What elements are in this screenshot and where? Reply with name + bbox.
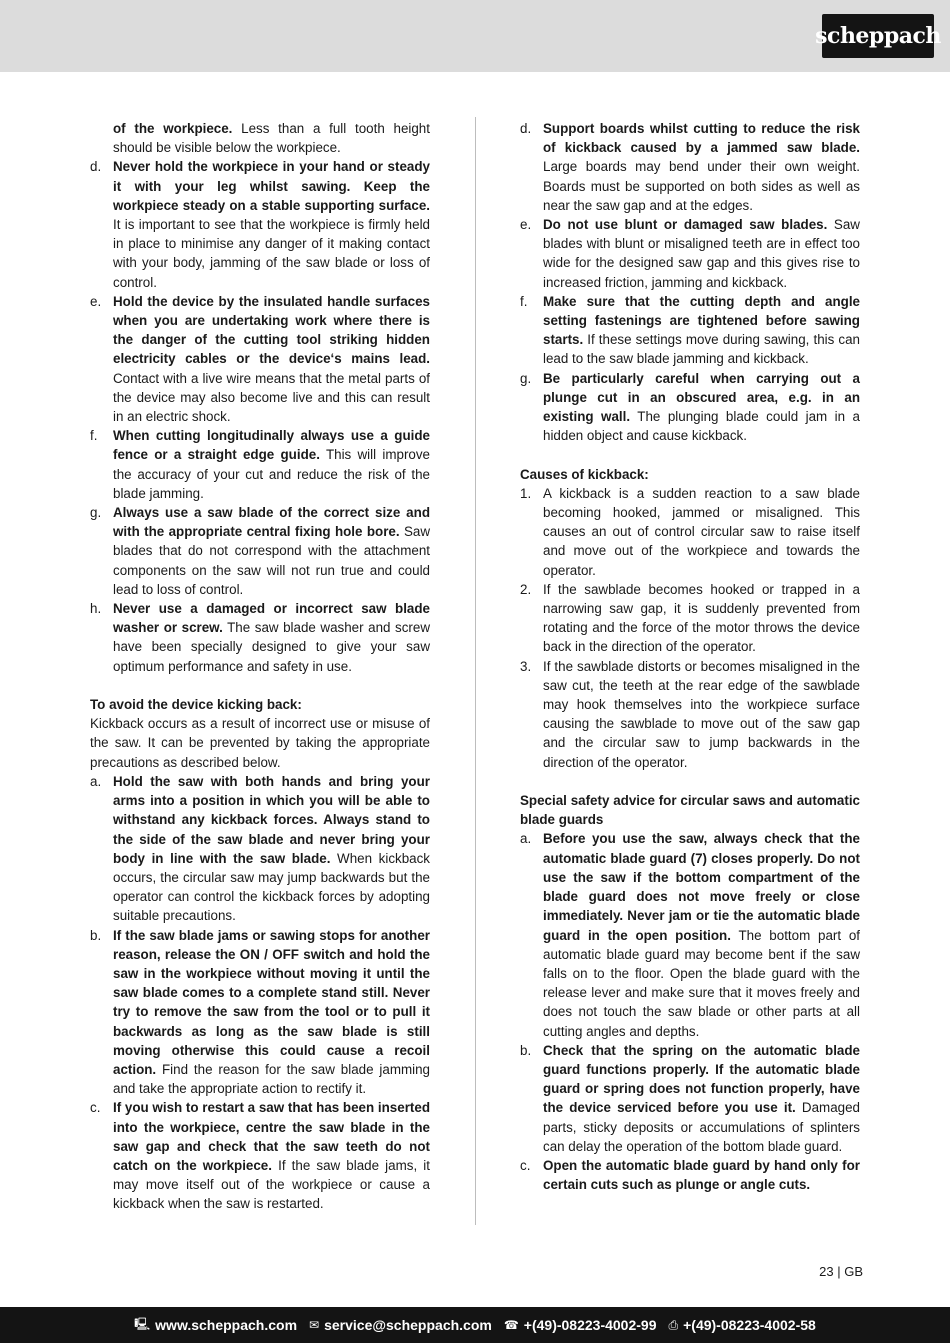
item-text: Less than a full tooth height should be visible below the workpiece. [113,121,430,156]
item-text: The saw blade washer and screw have been specially designed to give your saw optimum performance and safety in use. [113,620,430,674]
item-bold-text: Support boards whilst cutting to reduce the risk of kickback caused by a jammed saw blade. [543,121,860,156]
item-text: The plunging blade could jam in a hidden object and cause kickback. [543,409,860,444]
list-item [90,426,430,503]
item-bold-text: Do not use blunt or damaged saw blades. [543,217,828,233]
list-item [520,119,860,215]
header-band [0,0,950,72]
list-item [520,1156,860,1194]
footer-phone[interactable] [504,1317,657,1333]
spacer [520,445,860,464]
item-bold-text: If the saw blade jams or sawing stops for another reason, release the ON / OFF switch and hold the saw in the workpiece without moving it until the saw blade comes to a complete stand still. Never try to remove the saw from the tool or to pull it backwards as long as the saw blade is still moving otherwise this could cause a recoil action. [113,927,430,1077]
item-bold-text: Be particularly careful when carrying out a plunge cut in an obscured area, e.g. in an existing wall. [543,370,860,425]
item-bold-text: Open the automatic blade guard by hand only for certain cuts such as plunge or angle cuts. [543,1157,860,1193]
list-marker: 1. [520,485,532,501]
list-marker: b. [90,927,102,943]
list-marker: c. [520,1157,531,1173]
item-bold-text: Never hold the workpiece in your hand or steady it with your leg whilst sawing. Keep the workpiece steady on a stable supporting surface. [113,159,430,213]
item-text: Find the reason for the saw blade jamming and take the appropriate action to rectify it. [113,1061,430,1097]
item-text: This will improve the accuracy of your cut and reduce the risk of the blade jamming. [113,447,430,501]
list-marker: g. [90,505,102,521]
footer-fax[interactable] [669,1317,816,1333]
list-item [90,503,430,599]
list-item [90,926,430,1099]
item-text: It is important to see that the workpiece is firmly held in place to minimise any danger of it making contact with your body, jamming of the saw blade or loss of control. [113,217,430,290]
item-text: Contact with a live wire means that the metal parts of the device may also become live and this can result in an electric shock. [113,370,430,425]
list-marker: g. [520,370,532,386]
list-item [90,772,430,926]
right-column [520,119,860,1194]
item-bold-text: When cutting longitudinally always use a guide fence or a straight edge guide. [113,428,430,463]
mail-icon: ✉ [309,1318,320,1332]
footer-bar [0,1307,950,1343]
footer-website[interactable] [134,1315,297,1336]
list-marker: 2. [520,581,532,597]
item-bold-text: Before you use the saw, always check that the automatic blade guard (7) closes properly. Do not use the saw if the bottom compartment of the blade guard does not move freely or close immediately. Never jam or tie the automatic blade guard in the open position. [543,831,860,943]
footer-phone-text: +(49)-08223-4002-99 [523,1317,657,1333]
list-item [520,580,860,657]
list-item-continuation [90,119,430,157]
phone-icon: ☎ [503,1318,519,1332]
item-text: If the sawblade distorts or becomes misaligned in the saw cut, the teeth at the rear edge of the sawblade may hook themselves into the workpiece surface causing the sawblade to move out of the saw gap and the circular saw to jump backwards in the direction of the operator. [543,658,860,770]
section-heading-causes: Causes of kickback: [520,466,649,482]
footer-email-text: service@scheppach.com [324,1317,492,1333]
item-text: If these settings move during sawing, this can lead to the saw blade jamming and kickback. [543,332,860,367]
footer-email[interactable] [309,1317,492,1333]
column-divider [475,117,476,1225]
item-bold-text: Check that the spring on the automatic blade guard functions properly. If the automatic blade guard or spring does not function properly, have the device serviced before you use it. [543,1042,860,1116]
list-marker: d. [90,159,102,175]
list-item [520,369,860,446]
list-item [520,1041,860,1156]
item-text: Large boards may bend under their own weight. Boards must be supported on both sides as well as near the saw gap and at the edges. [543,159,860,213]
list-marker: e. [520,217,532,233]
list-marker: b. [520,1042,532,1058]
list-item [90,599,430,676]
list-item [520,829,860,1040]
item-text: When kickback occurs, the circular saw may jump backwards but the operator can control the kickback forces by adopting suitable precautions. [113,850,430,924]
section-heading-special: Special safety advice for circular saws and automatic blade guards [520,793,860,828]
list-marker: e. [90,293,102,309]
item-text: Saw blades with blunt or misaligned teeth are in effect too wide for the designed saw gap and this gives rise to increased friction, jamming and kickback. [543,217,860,290]
footer-website-text: www.scheppach.com [155,1317,298,1333]
list-item [90,292,430,426]
item-text: A kickback is a sudden reaction to a saw blade becoming hooked, jammed or misaligned. This causes an out of control circular saw to raise itself and move out of the workpiece and towards the operator. [543,485,860,578]
list-marker: d. [520,121,532,136]
monitor-icon: 🖳 [134,1316,151,1331]
list-marker: a. [90,773,102,789]
item-bold-text: Always use a saw blade of the correct size and with the appropriate central fixing hole bore. [113,505,430,540]
list-item [520,215,860,292]
item-bold-text: Hold the saw with both hands and bring your arms into a position in which you will be able to withstand any kickback forces. Always stand to the side of the saw blade and never bring your body in line with the saw blade. [113,773,430,866]
list-marker: f. [520,293,528,309]
section-intro: Kickback occurs as a result of incorrect use or misuse of the saw. It can be prevented by taking the appropriate precautions as described below. [90,716,430,770]
item-bold-text: Hold the device by the insulated handle surfaces when you are undertaking work where there is the danger of the cutting tool striking hidden electricity cables or the device‘s mains lead. [113,293,430,367]
list-marker: f. [90,428,98,444]
list-marker: 3. [520,658,532,674]
list-item [90,1098,430,1213]
fax-icon: ⎙ [668,1317,679,1332]
item-text: If the saw blade jams, it may move itself out of the workpiece or cause a kickback when the saw is restarted. [113,1157,430,1212]
page-number: 23 | GB [819,1264,863,1279]
item-bold-text: Make sure that the cutting depth and angle setting fastenings are tightened before sawing starts. [543,293,860,348]
section-heading-kickback: To avoid the device kicking back: [90,697,302,713]
list-item [520,292,860,369]
list-item [520,484,860,580]
list-item [90,157,430,291]
spacer [90,676,430,695]
list-marker: c. [90,1100,101,1116]
left-column [90,119,430,1214]
list-marker: h. [90,601,102,617]
item-text: The bottom part of automatic blade guard may become bent if the saw falls on to the floor. Open the blade guard with the release lever and make sure that it moves freely and does not touch the saw blade or other parts at all cutting angles and depths. [543,927,860,1039]
item-text: Damaged parts, sticky deposits or accumulations of splinters can delay the operation of the bottom blade guard. [543,1100,860,1154]
item-bold-text: Never use a damaged or incorrect saw blade washer or screw. [113,601,430,636]
item-text: If the sawblade becomes hooked or trapped in a narrowing saw gap, it is suddenly prevented from rotating and the force of the motor throws the device back in the direction of the operator. [543,581,860,655]
brand-logo: scheppach [822,14,934,58]
footer-fax-text: +(49)-08223-4002-58 [683,1317,816,1333]
item-bold-text: If you wish to restart a saw that has been inserted into the workpiece, centre the saw blade in the saw gap and check that the saw teeth do not catch on the workpiece. [113,1100,430,1173]
item-bold-text: of the workpiece. [113,121,233,136]
spacer [520,772,860,791]
item-text: Saw blades that do not correspond with the attachment components on the saw will not run true and could lead to loss of control. [113,524,430,597]
list-item [520,657,860,772]
list-marker: a. [520,831,532,847]
